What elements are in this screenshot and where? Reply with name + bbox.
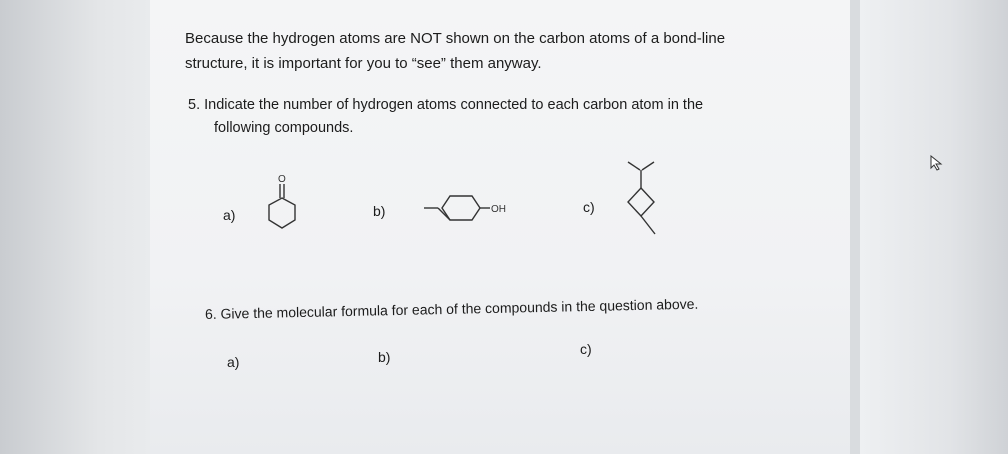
q5-label-a: a) [223,207,236,223]
intro-paragraph [185,26,725,76]
molecule-b-cyclopentanol [418,186,528,236]
molecule-c-methyl-1 [628,162,640,170]
molecule-c-methyl-2 [642,162,654,170]
question-5-line-1: 5. Indicate the number of hydrogen atoms connected to each carbon atom in the [188,97,704,113]
intro-line-2: structure, it is important for you to “see” them anyway. [185,55,542,72]
molecule-c-ring [628,188,654,216]
screen-edge-right [860,0,1008,454]
mouse-cursor-icon [930,155,944,171]
molecule-a-cyclohexanone [254,168,314,238]
question-6: 6. Give the molecular formula for each of the compounds in the question above. [204,295,699,322]
molecule-a-ring [269,198,295,228]
question-5 [188,94,703,140]
q6-label-a: a) [227,354,240,370]
question-5-line-2: following compounds. [214,120,354,136]
q6-label-c: c) [580,341,592,357]
molecule-b-ring [442,196,480,220]
molecule-a-oxygen-label: O [278,174,286,185]
q5-label-c: c) [583,199,595,215]
intro-line-1: Because the hydrogen atoms are NOT shown on the carbon atoms of a bond-line [185,30,726,47]
q5-label-b: b) [373,203,386,219]
q6-label-b: b) [378,349,391,365]
molecule-b-oh-label: OH [491,204,506,215]
molecule-c-tail-bond [641,216,655,234]
molecule-c-tert-butyl-cyclobutane [618,158,678,238]
